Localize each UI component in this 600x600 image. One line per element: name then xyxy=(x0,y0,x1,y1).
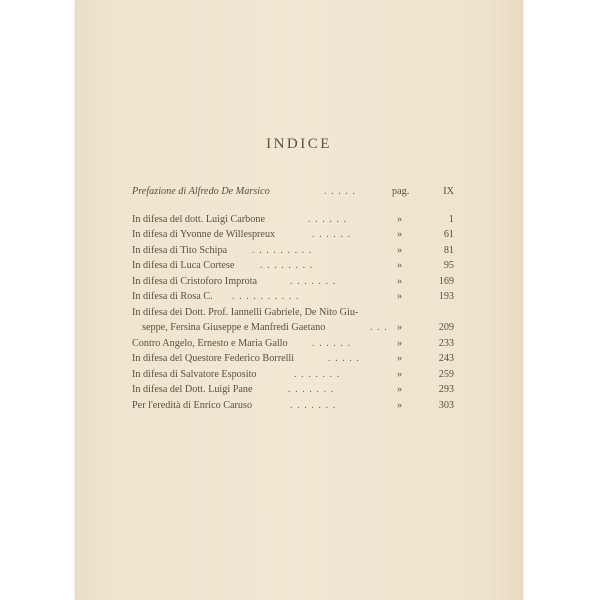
toc-row xyxy=(132,212,454,228)
toc-page-number: 293 xyxy=(438,384,454,395)
index-title: INDICE xyxy=(266,136,332,152)
toc-page-number: IX xyxy=(443,186,454,197)
toc-entry-label: In difesa di Rosa C. xyxy=(132,291,213,302)
toc-page-prefix: pag. xyxy=(392,186,410,197)
toc-ditto-mark: » xyxy=(397,322,403,333)
toc-leader-dots: . . . . . . . . . . xyxy=(232,291,300,302)
toc-row xyxy=(132,320,454,336)
toc-page-number: 81 xyxy=(443,244,454,256)
toc-leader-dots: . . . . . . . . . xyxy=(252,244,313,256)
book-page xyxy=(75,0,523,600)
toc-leader-dots: . . . . . . . xyxy=(294,368,341,380)
toc-entry-label: In difesa di Luca Cortese xyxy=(132,260,235,271)
table-of-contents xyxy=(132,184,454,413)
toc-leader-dots: . . . . . xyxy=(324,186,356,197)
toc-row xyxy=(132,367,454,383)
toc-ditto-mark: » xyxy=(397,368,403,380)
toc-leader-dots: . . . xyxy=(370,322,388,333)
toc-page-number: 1 xyxy=(448,213,454,225)
toc-entry-label: In difesa del Questore Federico Borrelli xyxy=(132,353,295,364)
toc-ditto-mark: » xyxy=(397,384,403,395)
toc-row-preface xyxy=(132,184,454,200)
toc-page-number: 259 xyxy=(438,368,454,380)
toc-entries xyxy=(132,212,454,414)
toc-leader-dots: . . . . . . . xyxy=(290,275,337,287)
toc-entry-label: In difesa del dott. Luigi Carbone xyxy=(132,213,265,225)
toc-row xyxy=(132,336,454,352)
toc-ditto-mark: » xyxy=(397,275,403,287)
toc-row xyxy=(132,258,454,274)
toc-page-number: 303 xyxy=(438,399,454,411)
toc-ditto-mark: » xyxy=(397,213,403,225)
toc-leader-dots: . . . . . . xyxy=(312,337,352,349)
toc-page-number: 209 xyxy=(438,322,454,333)
toc-leader-dots: . . . . . . . xyxy=(288,384,335,395)
toc-page-number: 233 xyxy=(438,337,454,349)
toc-page-number: 193 xyxy=(438,291,454,302)
toc-row xyxy=(132,305,454,321)
toc-page-number: 243 xyxy=(438,353,454,364)
toc-entry-label: Contro Angelo, Ernesto e Maria Gallo xyxy=(132,337,288,349)
toc-entry-label: In difesa di Tito Schipa xyxy=(132,244,228,256)
toc-row xyxy=(132,227,454,243)
toc-entry-label: In difesa di Salvatore Esposito xyxy=(132,368,257,380)
toc-ditto-mark: » xyxy=(397,260,403,271)
toc-ditto-mark: » xyxy=(397,337,403,349)
toc-leader-dots: . . . . . xyxy=(328,353,360,364)
toc-page-number: 95 xyxy=(443,260,454,271)
toc-row xyxy=(132,351,454,367)
toc-entry-label: seppe, Fersina Giuseppe e Manfredi Gaetano xyxy=(142,322,326,333)
toc-entry-label: Per l'eredità di Enrico Caruso xyxy=(132,399,253,411)
toc-page-number: 169 xyxy=(438,275,454,287)
toc-row xyxy=(132,274,454,290)
toc-leader-dots: . . . . . . . . xyxy=(260,260,314,271)
toc-leader-dots: . . . . . . xyxy=(308,213,348,225)
toc-leader-dots: . . . . . . xyxy=(312,229,352,240)
toc-ditto-mark: » xyxy=(397,244,403,256)
toc-ditto-mark: » xyxy=(397,291,403,302)
toc-entry-label: In difesa del Dott. Luigi Pane xyxy=(132,384,253,395)
toc-row xyxy=(132,398,454,414)
toc-row xyxy=(132,289,454,305)
toc-entry-label: Prefazione di Alfredo De Marsico xyxy=(132,186,270,197)
toc-row xyxy=(132,382,454,398)
toc-ditto-mark: » xyxy=(397,399,403,411)
toc-entry-label: In difesa dei Dott. Prof. Iannelli Gabriele, De Nito Giu- xyxy=(132,306,359,318)
toc-ditto-mark: » xyxy=(397,353,403,364)
toc-row xyxy=(132,243,454,259)
toc-leader-dots: . . . . . . . xyxy=(290,399,337,411)
toc-entry-label: In difesa di Yvonne de Willespreux xyxy=(132,229,276,240)
toc-page-number: 61 xyxy=(443,229,454,240)
toc-entry-label: In difesa di Cristoforo Improta xyxy=(132,275,258,287)
toc-ditto-mark: » xyxy=(397,229,403,240)
